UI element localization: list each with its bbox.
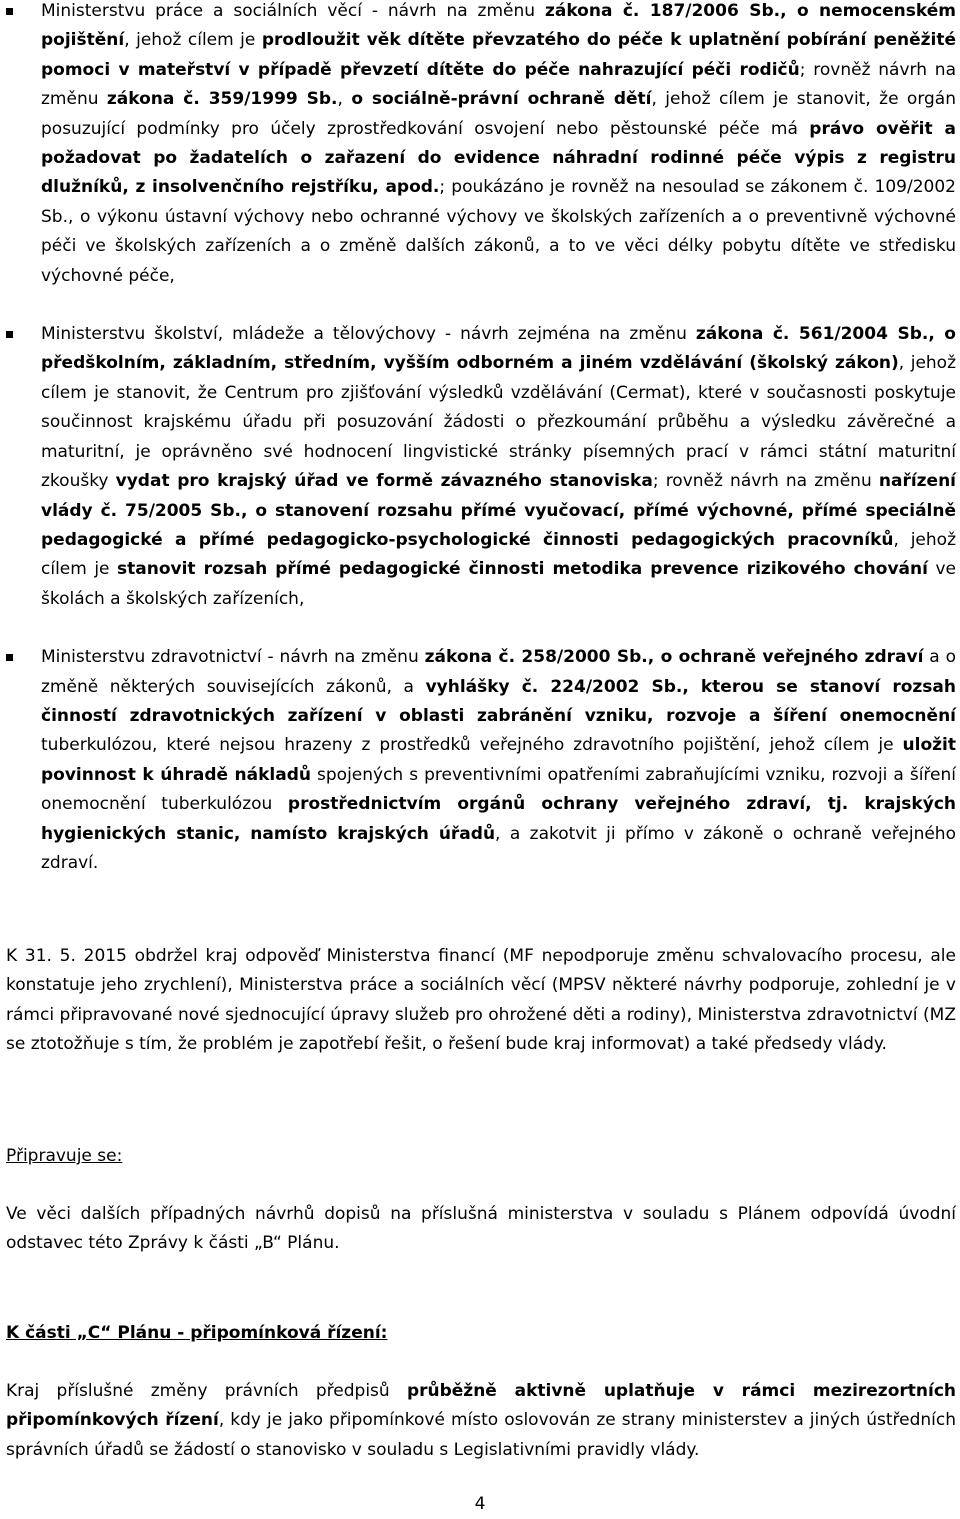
text-segment: , jehož cílem je stanovit, že Centrum pro zjišťování výsledků vzdělávání (Cermat), které v současnosti poskytuje součinnost krajskému úřadu při posuzování žádosti o přezkoumání průběhu a výsledku závěrečné a maturitní, je oprávněno své hodnocení lingvistické stránky písemných prací v rámci státní maturitní zkoušky — [41, 353, 957, 492]
text-segment: a o změně některých souvisejících zákonů, a — [41, 647, 956, 697]
bold-text-segment: vyhlášky č. 224/2002 Sb., kterou se stanoví rozsah činností zdravotnických zařízení v oblasti zabránění vzniku, rozvoje a šíření onemocnění — [41, 676, 956, 726]
bold-text-segment: zákona č. 561/2004 Sb., o předškolním, základním, středním, vyšším odborném a jiném vzdělávání (školský zákon) — [41, 324, 956, 374]
text-segment: Ministerstvu zdravotnictví - návrh na změnu — [41, 647, 425, 668]
bold-text-segment: právo ověřit a požadovat po žadatelích o zařazení do evidence náhradní rodinné péče výpis z registru dlužníků, z insolvenčního rejstříku, apod. — [41, 118, 956, 198]
response-paragraph: K 31. 5. 2015 obdržel kraj odpověď Ministerstva financí (MF nepodporuje změnu schvalovacího procesu, ale konstatuje jeho zrychlení), Ministerstva práce a sociálních věcí (MPSV některé návrhy podporuje, zohlední je v rámci připravované nové sjednocující úpravy služeb pro ohrožené děti a rodiny), Ministerstva zdravotnictví (MZ se ztotožňuje s tím, že problém je zapotřebí řešit, o řešení bude kraj informovat) a také předsedy vlády. — [6, 946, 956, 1055]
text-segment: Ministerstvu práce a sociálních věcí - návrh na změnu — [41, 1, 545, 21]
text-segment: ; poukázáno je rovněž na nesoulad se zákonem č. 109/2002 Sb., o výkonu ústavní výchovy nebo ochranné výchovy ve školských zařízeních a o preventivně výchovné péči ve školských zařízeních a o změně dalších zákonů, a to ve věci délky pobytu dítěte ve středisku výchovné péče, — [41, 177, 956, 286]
bullet-item-mpsv — [6, 0, 956, 291]
bold-text-segment: zákona č. 359/1999 Sb. — [106, 89, 338, 110]
text-segment: ; rovněž návrh na změnu — [652, 471, 879, 492]
bold-text-segment: uložit povinnost k úhradě nákladů — [41, 735, 956, 785]
bullet-item-mz — [6, 643, 956, 878]
text-segment: , jehož cílem je stanovit, že orgán posuzující podmínky pro účely zprostředkování osvojení nebo pěstounské péče má — [41, 89, 956, 139]
square-bullet-icon — [6, 654, 13, 661]
preparing-paragraph: Ve věci dalších případných návrhů dopisů na příslušná ministerstva v souladu s Plánem odpovídá úvodní odstavec této Zprávy k části „B“ Plánu. — [6, 1204, 956, 1254]
bold-text-segment: prodloužit věk dítěte převzatého do péče k uplatnění pobírání peněžité pomoci v mateřství v případě převzetí dítěte do péče nahrazující péči rodičů — [41, 30, 957, 80]
bullet-item-msmt — [6, 320, 956, 614]
bold-text-segment: vydat pro krajský úřad ve formě závazného stanoviska — [115, 471, 653, 492]
bullet-text — [41, 1, 956, 286]
text-segment: , jehož cílem je — [124, 30, 262, 51]
bullet-text — [41, 647, 956, 873]
bold-text-segment: nařízení vlády č. 75/2005 Sb., o stanovení rozsahu přímé vyučovací, přímé výchovné, přímé speciálně pedagogické a přímé pedagogicko-psychologické činnosti pedagogických pracovníků — [41, 471, 957, 550]
bold-text-segment: o sociálně-právní ochraně dětí — [351, 89, 652, 110]
bold-text-segment: průběžně aktivně uplatňuje v rámci mezirezortních připomínkových řízení — [6, 1381, 956, 1431]
text-segment: , jehož cílem je — [41, 529, 956, 580]
heading-part-c: K části „C“ Plánu - připomínková řízení: — [6, 1323, 388, 1343]
square-bullet-icon — [6, 8, 13, 15]
heading-preparing: Připravuje se: — [6, 1146, 123, 1166]
ministry-proposals-list — [6, 0, 956, 878]
text-segment: , — [337, 89, 352, 110]
text-segment: spojených s preventivními opatřeními zabraňujícími vzniku, rozvoji a šíření onemocnění tuberkulózou — [41, 764, 956, 815]
text-segment: ; rovněž návrh na změnu — [41, 59, 956, 110]
page-number: 4 — [474, 1494, 486, 1514]
bold-text-segment: stanovit rozsah přímé pedagogické činnosti metodika prevence rizikového chování — [117, 559, 928, 580]
square-bullet-icon — [6, 331, 13, 338]
text-segment: ve školách a školských zařízeních, — [41, 559, 956, 609]
text-segment: Kraj příslušné změny právních předpisů — [6, 1381, 407, 1401]
text-segment: , kdy je jako připomínkové místo oslovován ze strany ministerstev a jiných ústředních správních úřadů se žádostí o stanovisko v souladu s Legislativními pravidly vlády. — [6, 1410, 956, 1460]
text-segment: tuberkulózou, které nejsou hrazeny z prostředků veřejného zdravotního pojištění, jehož cílem je — [41, 735, 903, 756]
bold-text-segment: prostřednictvím orgánů ochrany veřejného zdraví, tj. krajských hygienických stanic, namísto krajských úřadů — [41, 794, 956, 844]
bullet-text — [41, 324, 956, 609]
bold-text-segment: zákona č. 187/2006 Sb., o nemocenském pojištění — [41, 1, 956, 51]
text-segment: , a zakotvit ji přímo v zákoně o ochraně veřejného zdraví. — [41, 823, 956, 873]
text-segment: Ministerstvu školství, mládeže a tělovýchovy - návrh zejména na změnu — [41, 324, 696, 345]
part-c-text — [6, 1381, 956, 1460]
part-c-paragraph — [6, 1377, 956, 1465]
bold-text-segment: zákona č. 258/2000 Sb., o ochraně veřejného zdraví — [424, 647, 924, 668]
